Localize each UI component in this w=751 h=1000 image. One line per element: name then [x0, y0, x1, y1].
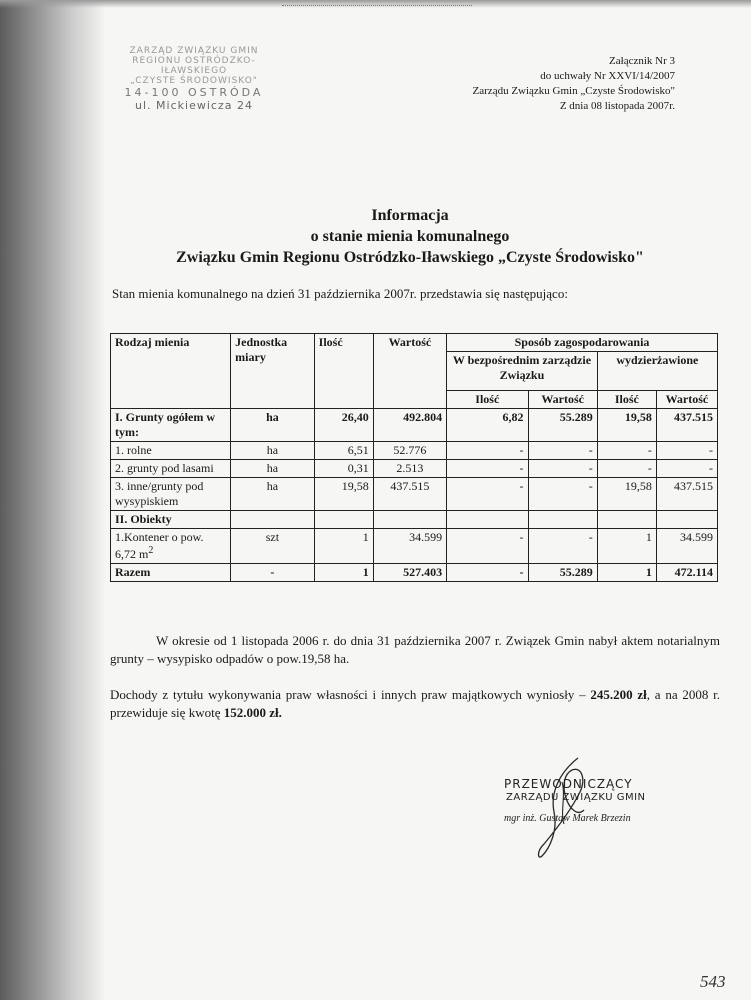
cell-direct-value: -: [528, 529, 597, 564]
signature-title: PRZEWODNICZĄCY: [504, 777, 633, 791]
cell-empty: [656, 511, 717, 529]
cell-unit: ha: [231, 409, 315, 442]
cell-name: Razem: [111, 564, 231, 582]
paragraph-income: [110, 686, 720, 722]
signature-subtitle: ZARZĄDU ZWIĄZKU GMIN: [506, 792, 646, 803]
cell-empty: [314, 511, 373, 529]
stamp-line-3: „CZYSTE ŚRODOWISKO": [130, 76, 258, 86]
cell-direct-qty: -: [447, 529, 528, 564]
income-amount-2008: 152.000 zł.: [223, 705, 282, 720]
cell-qty: 26,40: [314, 409, 373, 442]
income-text-2: , a na 2008 r. przewiduje się kwotę: [110, 687, 721, 720]
cell-direct-qty: -: [447, 478, 528, 511]
table-row: [111, 511, 718, 529]
cell-empty: [373, 511, 446, 529]
cell-leased-value: 437.515: [656, 478, 717, 511]
cell-name: [111, 529, 231, 564]
title-line-3: Związku Gmin Regionu Ostródzko-Iławskiego „Czyste Środowisko": [176, 249, 644, 266]
cell-value: 2.513: [373, 460, 446, 478]
cell-leased-value: 34.599: [656, 529, 717, 564]
cell-unit: ha: [231, 478, 315, 511]
header-qty: Ilość: [314, 334, 373, 409]
header-leased-value: Wartość: [656, 391, 717, 409]
annex-line-4: Z dnia 08 listopada 2007r.: [559, 100, 675, 112]
cell-direct-value: 55.289: [528, 564, 597, 582]
header-type: Rodzaj mienia: [111, 334, 231, 409]
cell-value: 437.515: [373, 478, 446, 511]
header-direct-qty: Ilość: [447, 391, 528, 409]
cell-unit: ha: [231, 460, 315, 478]
cell-name: I. Grunty ogółem w tym:: [111, 409, 231, 442]
title-line-1: Informacja: [371, 207, 449, 224]
cell-qty: 0,31: [314, 460, 373, 478]
cell-direct-qty: -: [447, 564, 528, 582]
table-row: [111, 442, 718, 460]
cell-qty: 6,51: [314, 442, 373, 460]
table-row: [111, 529, 718, 564]
cell-unit: ha: [231, 442, 315, 460]
annex-line-3: Zarządu Związku Gmin „Czyste Środowisko": [472, 85, 675, 97]
cell-name: 1. rolne: [111, 442, 231, 460]
paragraph-acquisition: W okresie od 1 listopada 2006 r. do dnia 31 października 2007 r. Związek Gmin nabył aktem notarialnym grunty – wysypisko odpadów o pow.19,58 ha.: [110, 633, 720, 666]
table-row: [111, 409, 718, 442]
cell-empty: [231, 511, 315, 529]
annex-line-2: do uchwały Nr XXVI/14/2007: [540, 70, 675, 82]
stamp-line-5: ul. Mickiewicza 24: [135, 99, 253, 112]
cell-qty: 1: [314, 529, 373, 564]
cell-name-text: 1.Kontener o pow. 6,72 m: [115, 530, 204, 561]
signatory-name: mgr inż. Gustaw Marek Brzezin: [504, 813, 631, 824]
cell-value: 492.804: [373, 409, 446, 442]
office-stamp: [104, 46, 284, 112]
annex-line-1: Załącznik Nr 3: [609, 55, 675, 67]
cell-name-superscript: 2: [148, 545, 154, 556]
cell-value: 527.403: [373, 564, 446, 582]
cell-leased-value: 437.515: [656, 409, 717, 442]
assets-table: [110, 333, 718, 582]
cell-leased-value: -: [656, 460, 717, 478]
header-direct: W bezpośrednim zarządzie Związku: [447, 352, 598, 391]
header-usage: Sposób zagospodarowania: [447, 334, 718, 352]
cell-name: 3. inne/grunty pod wysypiskiem: [111, 478, 231, 511]
cell-qty: 19,58: [314, 478, 373, 511]
cell-leased-qty: -: [597, 460, 656, 478]
cell-leased-qty: 19,58: [597, 478, 656, 511]
cell-direct-qty: -: [447, 460, 528, 478]
cell-unit: szt: [231, 529, 315, 564]
header-leased: wydzierżawione: [597, 352, 717, 391]
cell-direct-value: 55.289: [528, 409, 597, 442]
cell-value: 52.776: [373, 442, 446, 460]
income-text: Dochody z tytułu wykonywania praw własności i innych praw majątkowych wyniosły –: [110, 687, 586, 702]
document-title: [110, 205, 710, 268]
cell-name: II. Obiekty: [111, 511, 231, 529]
cell-leased-value: 472.114: [656, 564, 717, 582]
stamp-line-2: REGIONU OSTRÓDZKO-IŁAWSKIEGO: [132, 56, 256, 76]
cell-leased-qty: 1: [597, 529, 656, 564]
cell-name: 2. grunty pod lasami: [111, 460, 231, 478]
header-unit: Jednostka miary: [231, 334, 315, 409]
cell-direct-qty: 6,82: [447, 409, 528, 442]
stamp-line-4: 14-100 OSTRÓDA: [124, 86, 264, 99]
header-value: Wartość: [373, 334, 446, 409]
cell-qty: 1: [314, 564, 373, 582]
cell-empty: [447, 511, 528, 529]
scan-shadow: [0, 0, 106, 1000]
signature-block: [504, 778, 646, 825]
table-row: [111, 460, 718, 478]
intro-text: Stan mienia komunalnego na dzień 31 października 2007r. przedstawia się następująco:: [112, 286, 568, 301]
header-leased-qty: Ilość: [597, 391, 656, 409]
cell-direct-value: -: [528, 460, 597, 478]
cell-leased-value: -: [656, 442, 717, 460]
cell-empty: [528, 511, 597, 529]
cell-direct-qty: -: [447, 442, 528, 460]
cell-empty: [597, 511, 656, 529]
cell-unit: -: [231, 564, 315, 582]
page-number: 543: [700, 972, 726, 991]
cell-direct-value: -: [528, 442, 597, 460]
cell-leased-qty: -: [597, 442, 656, 460]
header-direct-value: Wartość: [528, 391, 597, 409]
cell-direct-value: -: [528, 478, 597, 511]
cell-leased-qty: 19,58: [597, 409, 656, 442]
stamp-line-1: ZARZĄD ZWIĄZKU GMIN: [129, 46, 259, 56]
cell-value: 34.599: [373, 529, 446, 564]
table-row: [111, 478, 718, 511]
title-line-2: o stanie mienia komunalnego: [310, 228, 510, 245]
table-row-total: [111, 564, 718, 582]
annex-header: [473, 54, 675, 114]
income-amount-2007: 245.200 zł: [590, 687, 647, 702]
cut-line: [282, 0, 472, 6]
cell-leased-qty: 1: [597, 564, 656, 582]
